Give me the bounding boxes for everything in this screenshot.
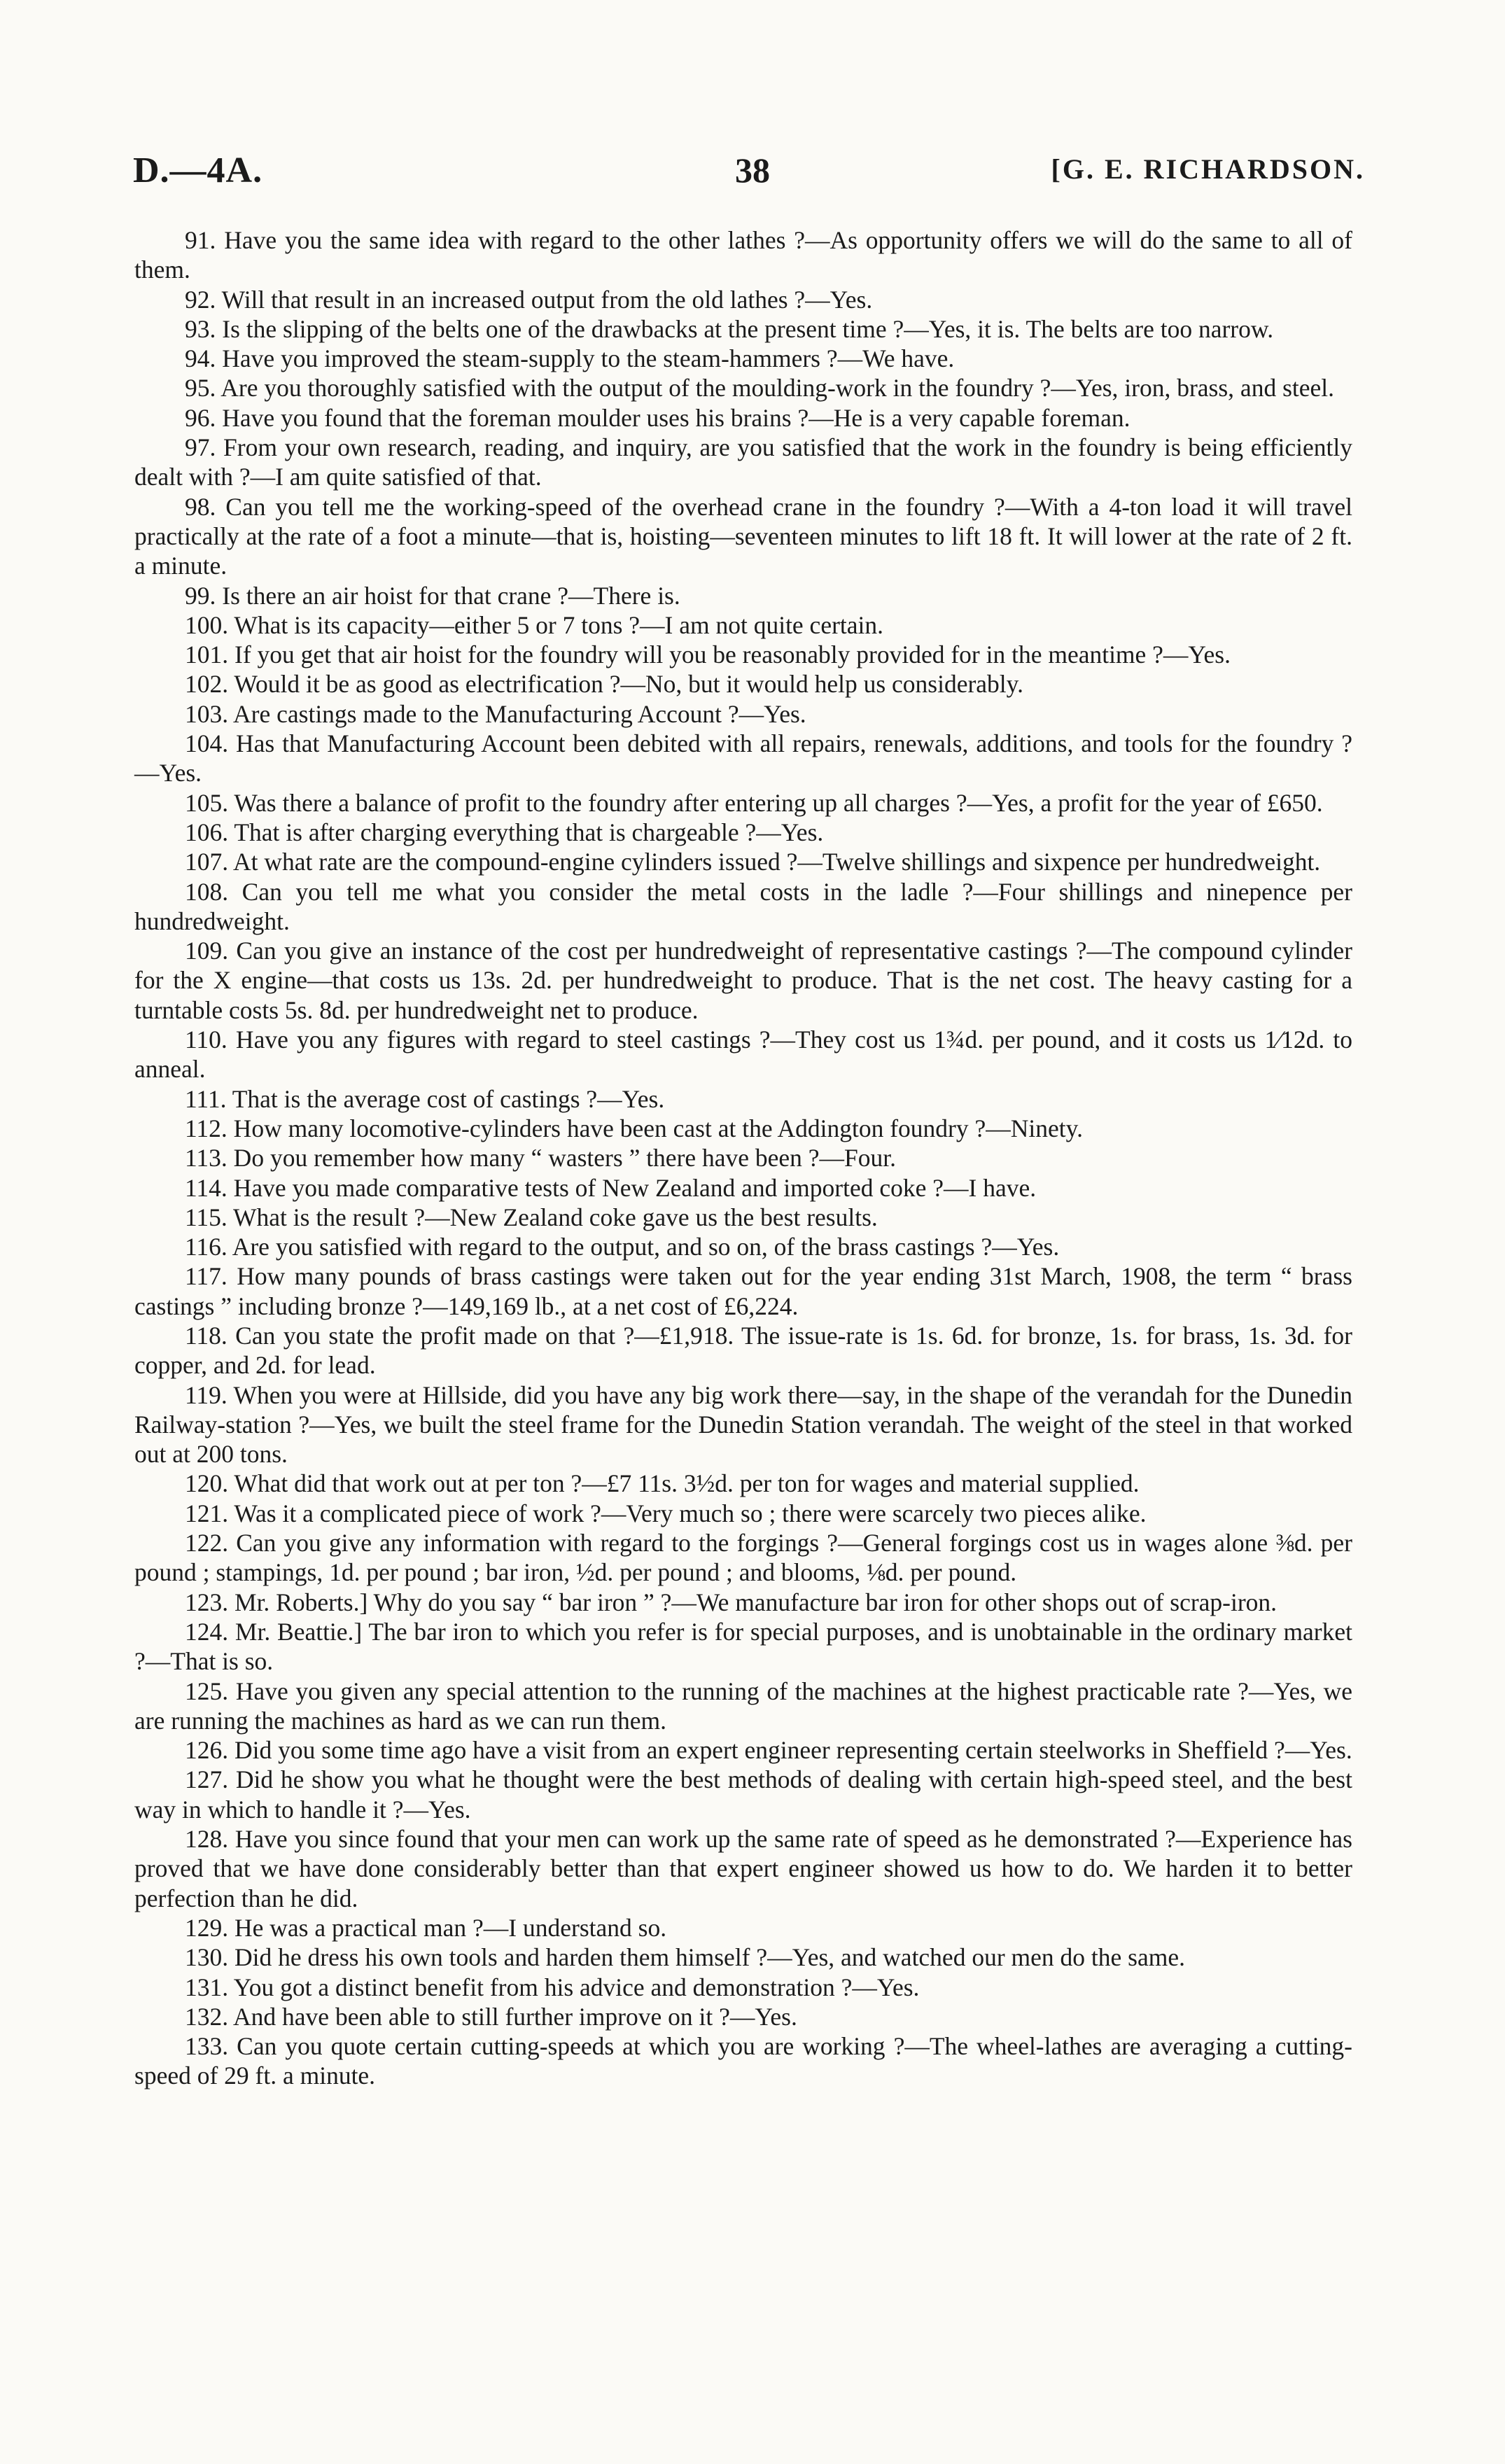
question-answer-104: 104. Has that Manufacturing Account been debited with all repairs, renewals, additions, and tools for the foundry ?—Yes. [134, 729, 1352, 788]
question-answer-111: 111. That is the average cost of castings ?—Yes. [185, 1084, 665, 1113]
testimony-body [134, 225, 1352, 2091]
parliamentary-paper-code: D.—4A. [133, 150, 263, 190]
question-answer-132: 132. And have been able to still further improve on it ?—Yes. [185, 2002, 797, 2031]
question-answer-114: 114. Have you made comparative tests of New Zealand and imported coke ?—I have. [185, 1173, 1037, 1202]
question-answer-102: 102. Would it be as good as electrification ?—No, but it would help us considerably. [185, 670, 1023, 699]
question-answer-112: 112. How many locomotive-cylinders have been cast at the Addington foundry ?—Ninety. [185, 1114, 1083, 1142]
question-answer-91: 91. Have you the same idea with regard to the other lathes ?—As opportunity offers we will do the same to all of them. [134, 226, 1352, 284]
question-answer-121: 121. Was it a complicated piece of work ?—Very much so ; there were scarcely two pieces alike. [185, 1499, 1147, 1527]
question-answer-107: 107. At what rate are the compound-engine cylinders issued ?—Twelve shillings and sixpence per hundredweight. [185, 848, 1321, 876]
question-answer-115: 115. What is the result ?—New Zealand coke gave us the best results. [185, 1203, 878, 1231]
question-answer-119: 119. When you were at Hillside, did you have any big work there—say, in the shape of the verandah for the Dunedin Railway-station ?—Yes, we built the steel frame for the Dunedin Station verandah. The weight of the steel in that worked out at 200 tons. [134, 1380, 1352, 1469]
question-answer-101: 101. If you get that air hoist for the foundry will you be reasonably provided for in the meantime ?—Yes. [185, 640, 1231, 669]
question-answer-92: 92. Will that result in an increased output from the old lathes ?—Yes. [185, 285, 873, 314]
question-answer-100: 100. What is its capacity—either 5 or 7 tons ?—I am not quite certain. [185, 610, 884, 639]
question-answer-128: 128. Have you since found that your men can work up the same rate of speed as he demonstrated ?—Experience has proved that we have done considerably better than that expert engineer showed us how to do. We harden it to better perfection than he did. [134, 1825, 1352, 1912]
question-answer-118: 118. Can you state the profit made on that ?—£1,918. The issue-rate is 1s. 6d. for bronze, 1s. for brass, 1s. 3d. for copper, and 2d. for lead. [134, 1321, 1352, 1380]
question-answer-99: 99. Is there an air hoist for that crane ?—There is. [185, 581, 680, 610]
question-answer-106: 106. That is after charging everything that is chargeable ?—Yes. [185, 818, 824, 846]
question-answer-108: 108. Can you tell me what you consider the metal costs in the ladle ?—Four shillings and ninepence per hundredweight. [134, 877, 1352, 935]
question-answer-95: 95. Are you thoroughly satisfied with the output of the moulding-work in the foundry ?—Yes, iron, brass, and steel. [185, 374, 1334, 402]
question-answer-97: 97. From your own research, reading, and inquiry, are you satisfied that the work in the foundry is being efficiently dealt with ?—I am quite satisfied of that. [134, 433, 1352, 491]
question-answer-105: 105. Was there a balance of profit to the foundry after entering up all charges ?—Yes, a profit for the year of £650. [185, 788, 1323, 817]
question-answer-103: 103. Are castings made to the Manufacturing Account ?—Yes. [185, 699, 806, 728]
question-answer-96: 96. Have you found that the foreman moulder uses his brains ?—He is a very capable foreman. [185, 403, 1130, 432]
question-answer-117: 117. How many pounds of brass castings were taken out for the year ending 31st March, 1908, the term “ brass castings ” including bronze ?—149,169 lb., at a net cost of £6,224. [134, 1262, 1352, 1320]
page-number: 38 [735, 150, 770, 190]
question-answer-131: 131. You got a distinct benefit from his advice and demonstration ?—Yes. [185, 1973, 920, 2001]
question-answer-93: 93. Is the slipping of the belts one of the drawbacks at the present time ?—Yes, it is. The belts are too narrow. [185, 314, 1274, 343]
question-answer-123: 123. Mr. Roberts.] Why do you say “ bar iron ” ?—We manufacture bar iron for other shops out of scrap-iron. [185, 1588, 1278, 1616]
page-header [0, 150, 1505, 195]
question-answer-122: 122. Can you give any information with regard to the forgings ?—General forgings cost us in wages alone ⅜d. per pound ; stampings, 1d. per pound ; bar iron, ½d. per pound ; and blooms, ⅛d. per pound. [134, 1529, 1352, 1587]
question-answer-129: 129. He was a practical man ?—I understand so. [185, 1913, 667, 1942]
question-answer-109: 109. Can you give an instance of the cost per hundredweight of representative castings ?—The compound cylinder for the X engine—that costs us 13s. 2d. per hundredweight to produce. That is the net cost. The heavy casting for a turntable costs 5s. 8d. per hundredweight net to produce. [134, 937, 1352, 1024]
question-answer-98: 98. Can you tell me the working-speed of the overhead crane in the foundry ?—With a 4-ton load it will travel practically at the rate of a foot a minute—that is, hoisting—seventeen minutes to lift 18 ft. It will lower at the rate of 2 ft. a minute. [134, 492, 1352, 580]
question-answer-130: 130. Did he dress his own tools and harden them himself ?—Yes, and watched our men do the same. [185, 1943, 1185, 1972]
question-answer-125: 125. Have you given any special attention to the running of the machines at the highest practicable rate ?—Yes, we are running the machines as hard as we can run them. [134, 1676, 1352, 1735]
question-answer-94: 94. Have you improved the steam-supply to the steam-hammers ?—We have. [185, 344, 955, 373]
question-answer-127: 127. Did he show you what he thought were the best methods of dealing with certain high-speed steel, and the best way in which to handle it ?—Yes. [134, 1765, 1352, 1823]
question-answer-116: 116. Are you satisfied with regard to the output, and so on, of the brass castings ?—Yes. [185, 1233, 1060, 1261]
witness-name: [G. E. RICHARDSON. [1051, 153, 1365, 185]
question-answer-120: 120. What did that work out at per ton ?—£7 11s. 3½d. per ton for wages and material supplied. [185, 1469, 1140, 1498]
question-answer-133: 133. Can you quote certain cutting-speeds at which you are working ?—The wheel-lathes are averaging a cutting-speed of 29 ft. a minute. [134, 2032, 1352, 2090]
question-answer-110: 110. Have you any figures with regard to steel castings ?—They cost us 1¾d. per pound, and it costs us 1⁄12d. to anneal. [134, 1026, 1352, 1084]
question-answer-113: 113. Do you remember how many “ wasters ” there have been ?—Four. [185, 1144, 897, 1172]
question-answer-124: 124. Mr. Beattie.] The bar iron to which you refer is for special purposes, and is unobtainable in the ordinary market ?—That is so. [134, 1617, 1352, 1676]
question-answer-126: 126. Did you some time ago have a visit from an expert engineer representing certain steelworks in Sheffield ?—Yes. [185, 1736, 1352, 1765]
